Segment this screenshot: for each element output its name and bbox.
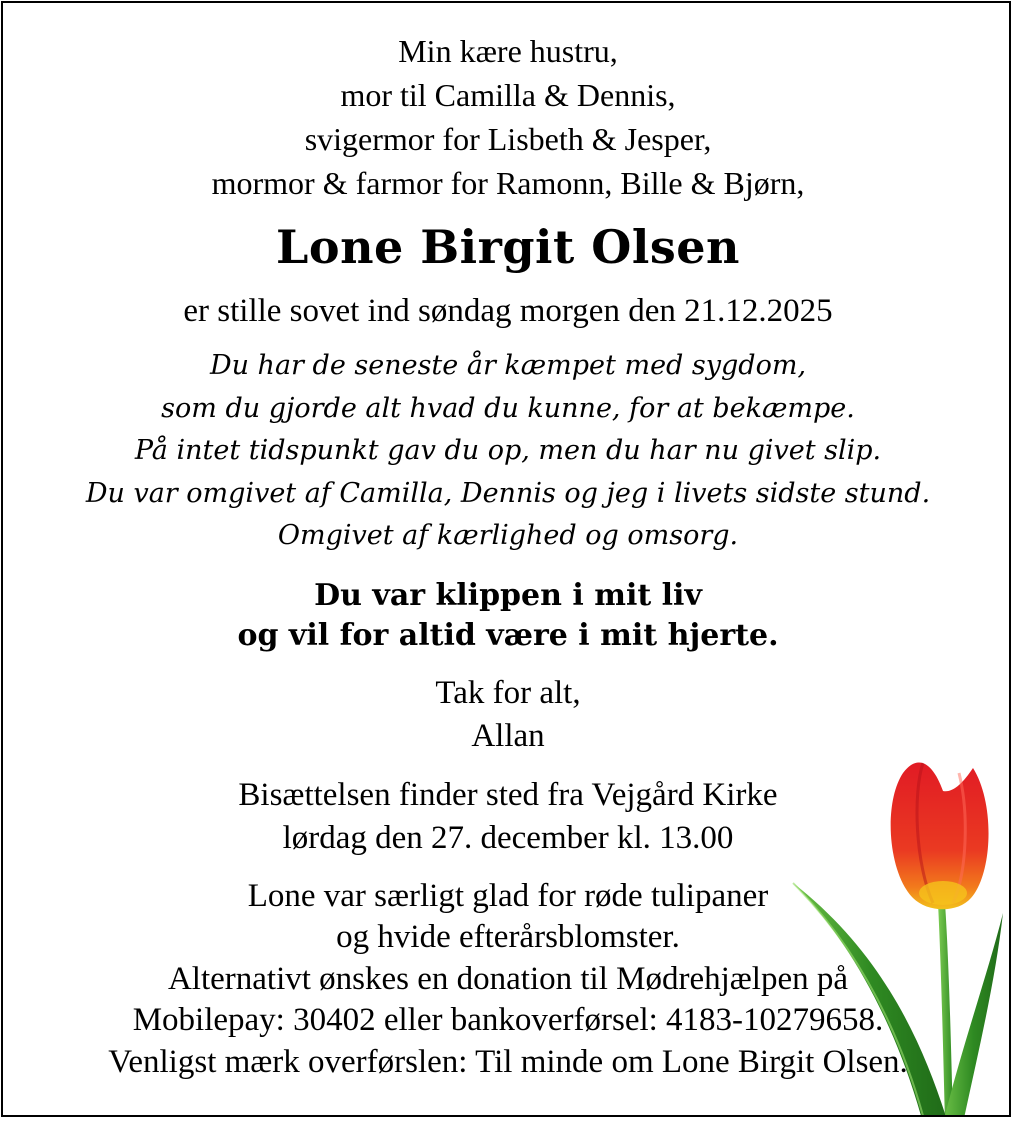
notes-line: Alternativt ønskes en donation til Mødrehjælpen på	[167, 960, 849, 997]
notes-line: og hvide efterårsblomster.	[336, 919, 680, 955]
funeral-details	[3, 774, 1011, 860]
donation-notes	[3, 876, 1011, 1084]
intro-line: Min kære hustru,	[398, 33, 618, 69]
intro-line: mor til Camilla & Dennis,	[340, 77, 676, 113]
funeral-datetime: lørdag den 27. december kl. 13.00	[282, 819, 734, 856]
signature-block	[3, 672, 1011, 758]
quote-line: og vil for altid være i mit hjerte.	[237, 617, 779, 653]
passing-statement: er stille sovet ind søndag morgen den 21.12.2025	[183, 293, 833, 329]
quote-line: Du var klippen i mit liv	[314, 577, 702, 613]
deceased-name: Lone Birgit Olsen	[276, 220, 740, 274]
poem-line: Du var omgivet af Camilla, Dennis og jeg i livets sidste stund.	[85, 477, 931, 509]
poem-line: På intet tidspunkt gav du op, men du har nu givet slip.	[134, 435, 882, 466]
funeral-location: Bisættelsen finder sted fra Vejgård Kirke	[238, 776, 778, 813]
notes-line: Lone var særligt glad for røde tulipaner	[247, 877, 769, 914]
obituary-notice	[1, 1, 1011, 1117]
dedication-intro	[3, 29, 1011, 205]
signer-name: Allan	[471, 717, 545, 754]
memorial-quote	[3, 576, 1011, 656]
thanks-line: Tak for alt,	[435, 674, 581, 711]
poem-line: som du gjorde alt hvad du kunne, for at bekæmpe.	[161, 392, 855, 424]
memorial-poem	[3, 345, 1011, 558]
poem-line: Omgivet af kærlighed og omsorg.	[277, 520, 739, 551]
notes-line: Mobilepay: 30402 eller bankoverførsel: 4183-10279658.	[132, 1002, 884, 1038]
intro-line: mormor & farmor for Ramonn, Bille & Bjørn,	[211, 165, 805, 201]
intro-line: svigermor for Lisbeth & Jesper,	[304, 121, 712, 157]
notes-line: Venligst mærk overførslen: Til minde om Lone Birgit Olsen.	[108, 1043, 908, 1080]
poem-line: Du har de seneste år kæmpet med sygdom,	[209, 350, 807, 381]
